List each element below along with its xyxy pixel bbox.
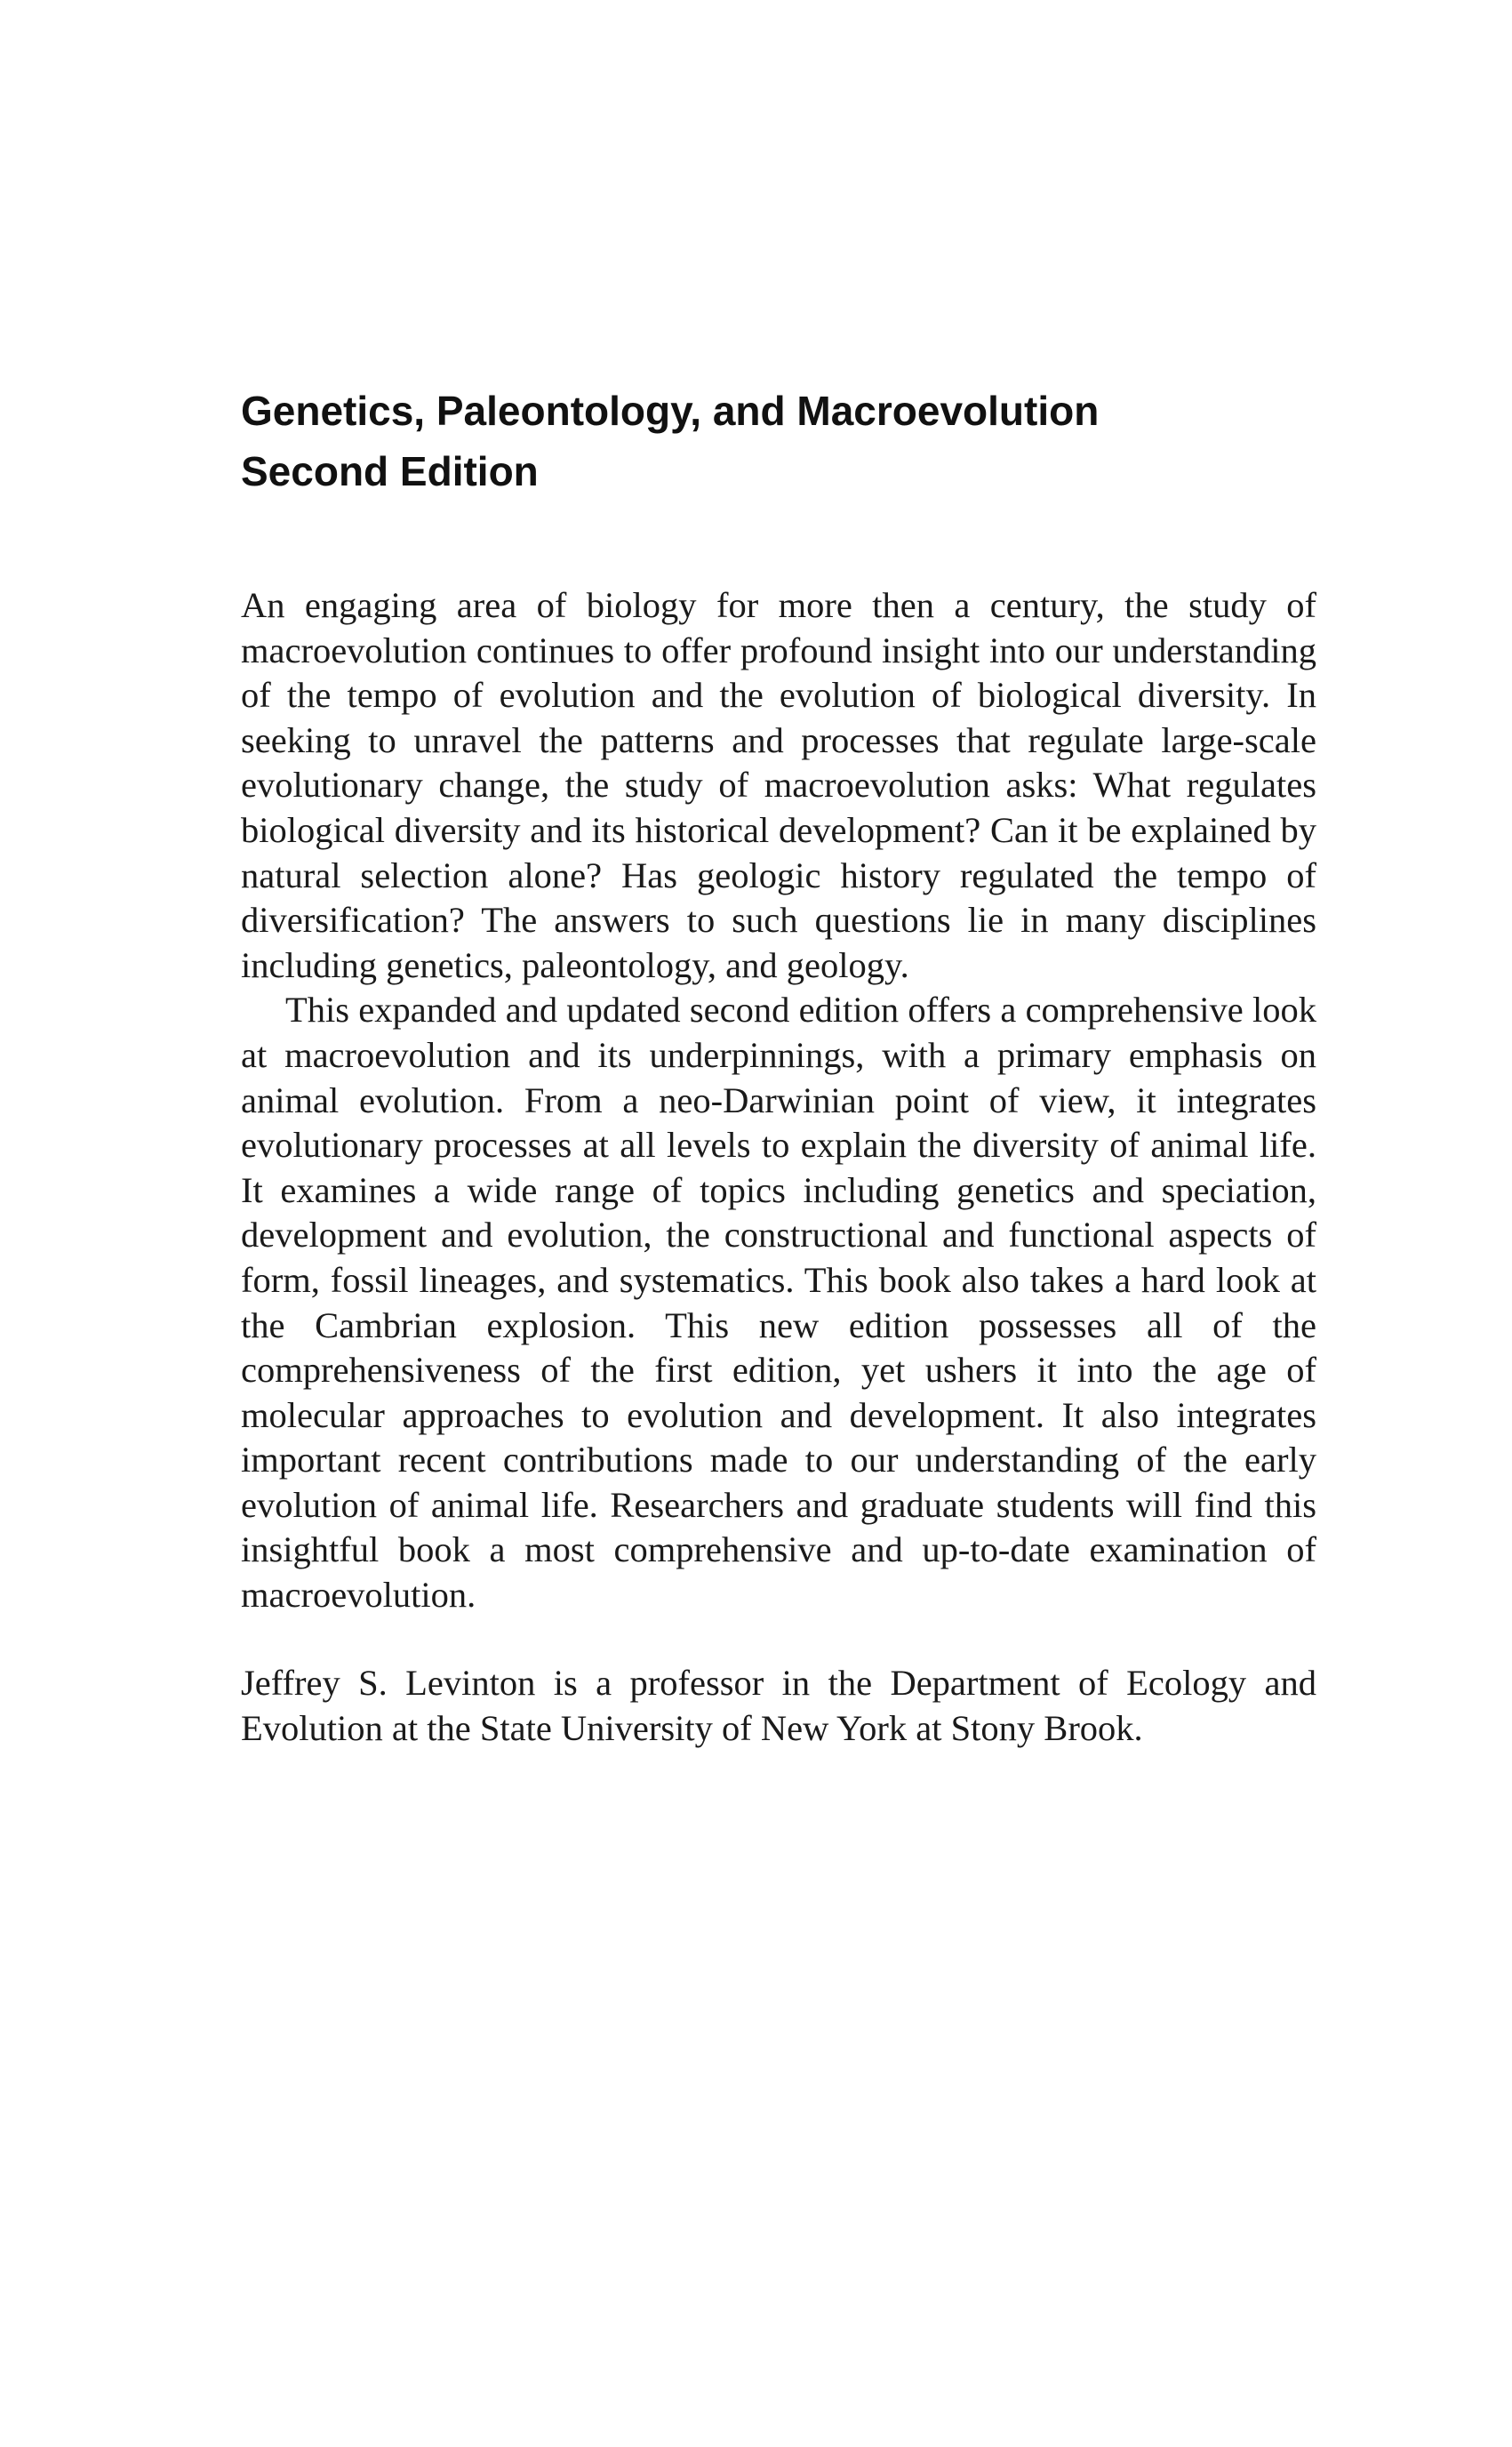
book-description xyxy=(241,583,1316,1618)
description-paragraph-1: An engaging area of biology for more then a century, the study of macroevolution continues to offer profound insight into our understanding of the tempo of evolution and the evolution of biological diversity. In seeking to unravel the patterns and processes that regulate large-scale evolutionary change, the study of macroevolution asks: What regulates biological diversity and its historical development? Can it be explained by natural selection alone? Has geologic history regulated the tempo of diversification? The answers to such questions lie in many disciplines including genetics, paleontology, and geology. xyxy=(241,585,1316,985)
book-title-block xyxy=(241,381,1308,501)
description-paragraph-2: This expanded and updated second edition offers a comprehensive look at macroevolution and its underpinnings, with a primary emphasis on animal evolution. From a neo-Darwinian point of view, it integrates evolutionary processes at all levels to explain the diversity of animal life. It examines a wide range of topics including genetics and speciation, development and evolution, the constructional and functional aspects of form, fossil lineages, and systematics. This book also takes a hard look at the Cambrian explosion. This new edition possesses all of the comprehensiveness of the first edition, yet ushers it into the age of molecular approaches to evolution and development. It also integrates important recent contributions made to our understanding of the early evolution of animal life. Researchers and graduate students will find this insightful book a most comprehensive and up-to-date examination of macroevolution. xyxy=(241,990,1316,1616)
author-bio: Jeffrey S. Levinton is a professor in the Department of Ecology and Evolution at the State University of New York at Stony Brook. xyxy=(241,1663,1316,1748)
book-title: Genetics, Paleontology, and Macroevolution xyxy=(241,388,1100,434)
book-edition: Second Edition xyxy=(241,448,539,494)
